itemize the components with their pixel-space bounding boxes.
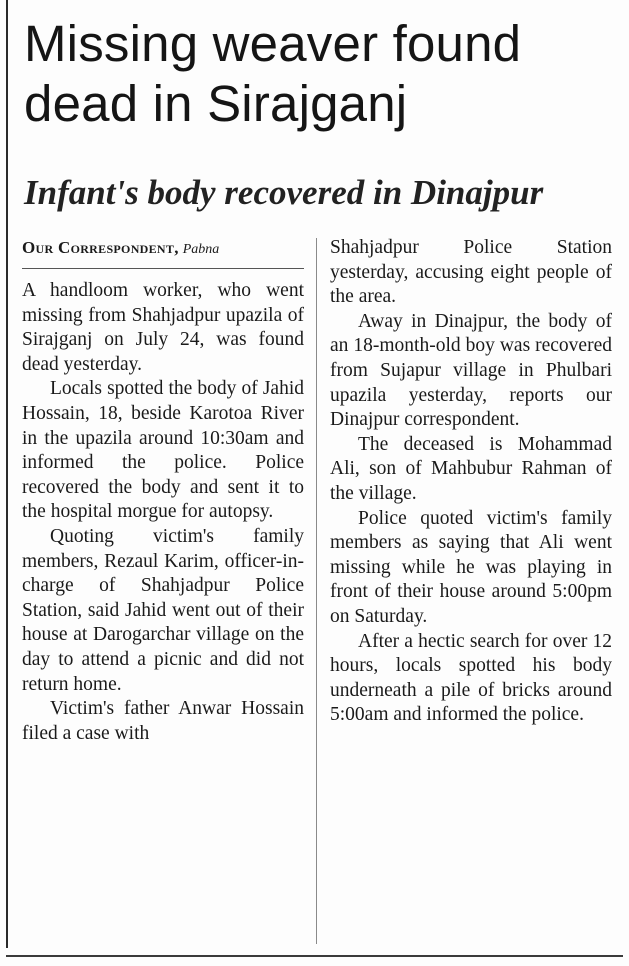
subheadline: Infant's body recovered in Dinajpur	[24, 173, 544, 212]
byline	[22, 236, 304, 269]
paragraph: The deceased is Mohammad Ali, son of Mahbubur Rahman of the village.	[330, 433, 612, 504]
column-divider	[316, 238, 317, 944]
paragraph: Away in Dinajpur, the body of an 18-month-old boy was recovered from Sujapur village in Phulbari upazila yesterday, reports our Dinajpur correspondent.	[330, 310, 612, 431]
paragraph: Quoting victim's family members, Rezaul Karim, officer-in-charge of Shahjadpur Police Station, said Jahid went out of their house at Darogarchar village on the day to attend a picnic and did not return home.	[22, 525, 304, 695]
paragraph: Police quoted victim's family members as saying that Ali went missing while he was playing in front of their house around 5:00pm on Saturday.	[330, 507, 612, 627]
paragraph: Locals spotted the body of Jahid Hossain, 18, beside Karotoa River in the upazila around 10:30am and informed the police. Police recovered the body and sent it to the hospital morgue for autopsy.	[22, 378, 304, 523]
bottom-border-rule	[6, 955, 623, 957]
paragraph: Victim's father Anwar Hossain filed a case with	[22, 698, 304, 744]
left-column	[22, 236, 304, 746]
headline: Missing weaver found dead in Sirajganj	[24, 15, 522, 132]
byline-name: Our Correspondent,	[22, 238, 179, 257]
left-border-rule	[6, 0, 8, 948]
paragraph: After a hectic search for over 12 hours, locals spotted his body underneath a pile of bricks around 5:00am and informed the police.	[330, 630, 612, 726]
byline-location: Pabna	[182, 242, 220, 257]
paragraph: A handloom worker, who went missing from Shahjadpur upazila of Sirajganj on July 24, was found dead yesterday.	[22, 280, 304, 375]
right-column	[330, 236, 612, 728]
paragraph: Shahjadpur Police Station yesterday, accusing eight people of the area.	[330, 237, 612, 308]
